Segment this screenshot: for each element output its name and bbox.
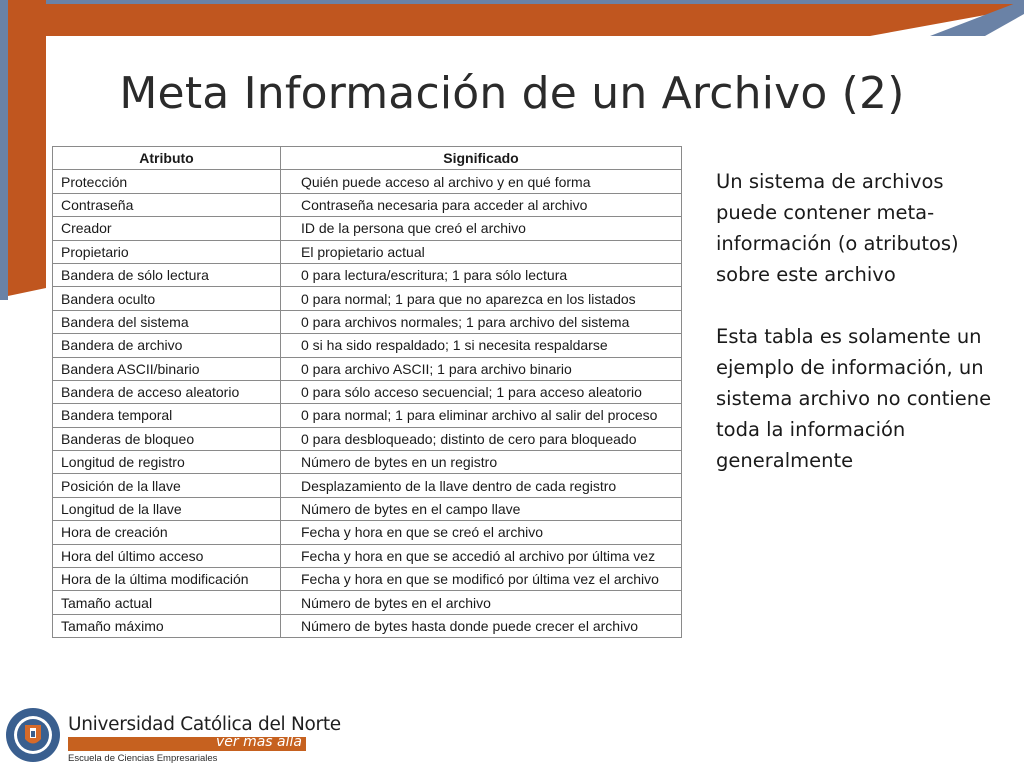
meaning-cell: 0 para archivo ASCII; 1 para archivo binario: [281, 357, 682, 380]
attribute-cell: Propietario: [53, 240, 281, 263]
meaning-cell: Número de bytes en el archivo: [281, 591, 682, 614]
table-row: [53, 357, 682, 380]
attribute-cell: Hora de creación: [53, 521, 281, 544]
table-row: [53, 521, 682, 544]
table-row: [53, 497, 682, 520]
motto: ver más allá: [215, 734, 302, 750]
table-row: [53, 427, 682, 450]
meaning-cell: 0 para lectura/escritura; 1 para sólo lectura: [281, 263, 682, 286]
column-header-attribute: Atributo: [53, 147, 281, 170]
attributes-table-body: [53, 170, 682, 638]
meaning-cell: Número de bytes en un registro: [281, 451, 682, 474]
motto-bar: [68, 734, 306, 751]
table-row: [53, 380, 682, 403]
table-row: [53, 404, 682, 427]
meaning-cell: Desplazamiento de la llave dentro de cada registro: [281, 474, 682, 497]
attribute-cell: Bandera ASCII/binario: [53, 357, 281, 380]
side-paragraph-2: Esta tabla es solamente un ejemplo de información, un sistema archivo no contiene toda la información generalmente: [716, 325, 992, 472]
meaning-cell: Contraseña necesaria para acceder al archivo: [281, 193, 682, 216]
attribute-cell: Longitud de la llave: [53, 497, 281, 520]
university-name: Universidad Católica del Norte: [68, 714, 341, 735]
table-row: [53, 263, 682, 286]
attribute-cell: Bandera de sólo lectura: [53, 263, 281, 286]
attribute-cell: Bandera de acceso aleatorio: [53, 380, 281, 403]
attribute-cell: Creador: [53, 217, 281, 240]
attributes-table: [52, 146, 682, 638]
table-row: [53, 170, 682, 193]
attribute-cell: Bandera temporal: [53, 404, 281, 427]
meaning-cell: 0 para normal; 1 para eliminar archivo al salir del proceso: [281, 404, 682, 427]
attribute-cell: Posición de la llave: [53, 474, 281, 497]
attribute-cell: Contraseña: [53, 193, 281, 216]
university-seal-icon: [4, 706, 68, 764]
slide-title: Meta Información de un Archivo (2): [119, 68, 905, 119]
table-row: [53, 310, 682, 333]
meaning-cell: 0 para sólo acceso secuencial; 1 para acceso aleatorio: [281, 380, 682, 403]
table-row: [53, 193, 682, 216]
meaning-cell: 0 si ha sido respaldado; 1 si necesita respaldarse: [281, 334, 682, 357]
table-header-row: [53, 147, 682, 170]
meaning-cell: Quién puede acceso al archivo y en qué forma: [281, 170, 682, 193]
table-row: [53, 591, 682, 614]
table-row: [53, 614, 682, 637]
meaning-cell: Número de bytes hasta donde puede crecer el archivo: [281, 614, 682, 637]
meaning-cell: Fecha y hora en que se accedió al archivo por última vez: [281, 544, 682, 567]
table-row: [53, 544, 682, 567]
table-row: [53, 217, 682, 240]
attributes-table-container: [52, 146, 682, 638]
side-text: [716, 166, 1006, 507]
table-row: [53, 287, 682, 310]
attribute-cell: Bandera del sistema: [53, 310, 281, 333]
table-row: [53, 474, 682, 497]
meaning-cell: 0 para desbloqueado; distinto de cero para bloqueado: [281, 427, 682, 450]
attribute-cell: Protección: [53, 170, 281, 193]
attribute-cell: Hora del último acceso: [53, 544, 281, 567]
meaning-cell: 0 para archivos normales; 1 para archivo del sistema: [281, 310, 682, 333]
attribute-cell: Bandera de archivo: [53, 334, 281, 357]
attribute-cell: Bandera oculto: [53, 287, 281, 310]
table-row: [53, 334, 682, 357]
meaning-cell: Número de bytes en el campo llave: [281, 497, 682, 520]
attribute-cell: Tamaño actual: [53, 591, 281, 614]
school-name: Escuela de Ciencias Empresariales: [68, 753, 218, 764]
meaning-cell: 0 para normal; 1 para que no aparezca en los listados: [281, 287, 682, 310]
attribute-cell: Tamaño máximo: [53, 614, 281, 637]
attribute-cell: Longitud de registro: [53, 451, 281, 474]
attribute-cell: Hora de la última modificación: [53, 568, 281, 591]
side-paragraph-1: Un sistema de archivos puede contener meta-información (o atributos) sobre este archivo: [716, 170, 959, 286]
meaning-cell: Fecha y hora en que se creó el archivo: [281, 521, 682, 544]
table-row: [53, 568, 682, 591]
table-row: [53, 240, 682, 263]
attribute-cell: Banderas de bloqueo: [53, 427, 281, 450]
meaning-cell: El propietario actual: [281, 240, 682, 263]
meaning-cell: Fecha y hora en que se modificó por última vez el archivo: [281, 568, 682, 591]
meaning-cell: ID de la persona que creó el archivo: [281, 217, 682, 240]
column-header-meaning: Significado: [281, 147, 682, 170]
table-row: [53, 451, 682, 474]
